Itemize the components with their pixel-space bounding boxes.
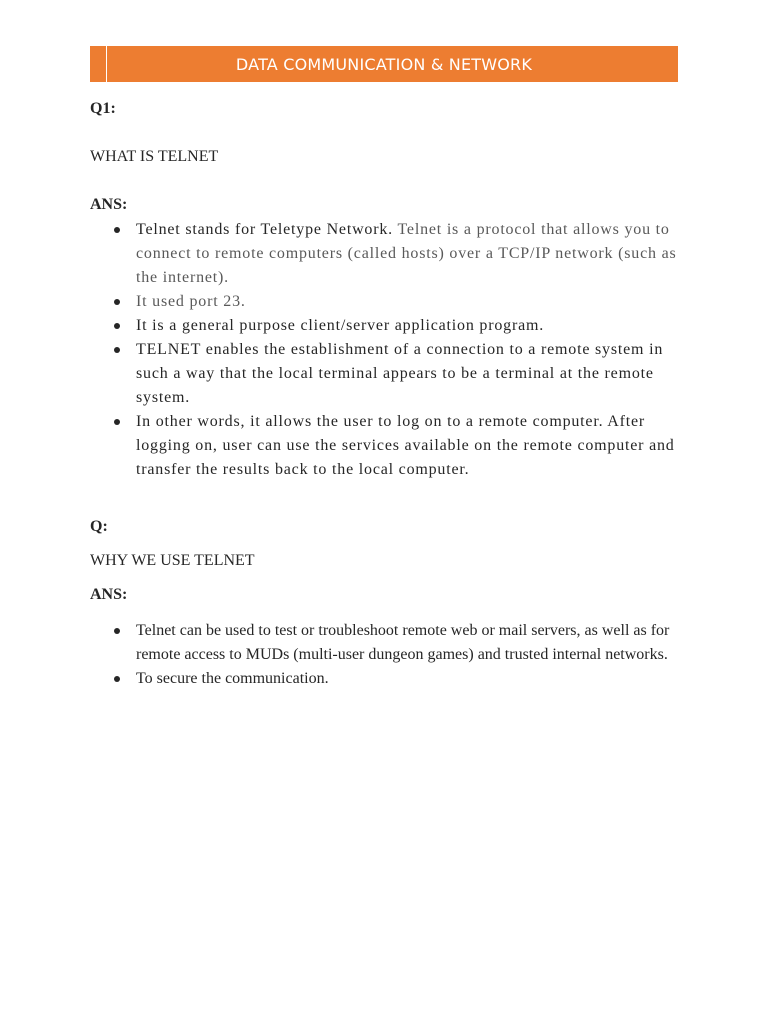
q2-label: Q: — [90, 518, 108, 535]
list-item — [90, 667, 690, 691]
q1-question: WHAT IS TELNET — [90, 148, 219, 165]
list-item — [90, 338, 690, 410]
bullet-text: Telnet can be used to test or troubleshoot remote web or mail servers, as well as for remote access to MUDs (multi-user dungeon games) and trusted internal networks. — [136, 622, 670, 663]
bullet-text: It used port 23. — [136, 293, 246, 310]
list-item — [90, 218, 690, 290]
list-item — [90, 290, 690, 314]
list-item — [90, 410, 690, 482]
q1-answer-list — [90, 218, 690, 482]
q2-question: WHY WE USE TELNET — [90, 552, 255, 569]
q2-ans-label: ANS: — [90, 586, 128, 603]
bullet-text: In other words, it allows the user to log on to a remote computer. After logging on, user can use the services available on the remote computer and transfer the results back to the local computer. — [136, 413, 675, 478]
bullet-text: TELNET enables the establishment of a connection to a remote system in such a way that the local terminal appears to be a terminal at the remote system. — [136, 341, 664, 406]
q2-answer-list — [90, 619, 690, 691]
bullet-text: To secure the communication. — [136, 670, 329, 687]
q1-label: Q1: — [90, 100, 116, 117]
header-accent-line — [106, 46, 107, 82]
bullet-text: Telnet stands for Teletype Network. — [136, 221, 393, 238]
header-bar — [90, 46, 678, 82]
document-title: DATA COMMUNICATION & NETWORK — [235, 54, 533, 74]
bullet-text-grey: Telnet is a protocol that allows you to connect to remote computers (called hosts) over a TCP/IP network (such as the internet). — [136, 221, 677, 286]
bullet-text: It is a general purpose client/server application program. — [136, 317, 545, 334]
list-item — [90, 619, 690, 667]
list-item — [90, 314, 690, 338]
q1-ans-label: ANS: — [90, 196, 128, 213]
